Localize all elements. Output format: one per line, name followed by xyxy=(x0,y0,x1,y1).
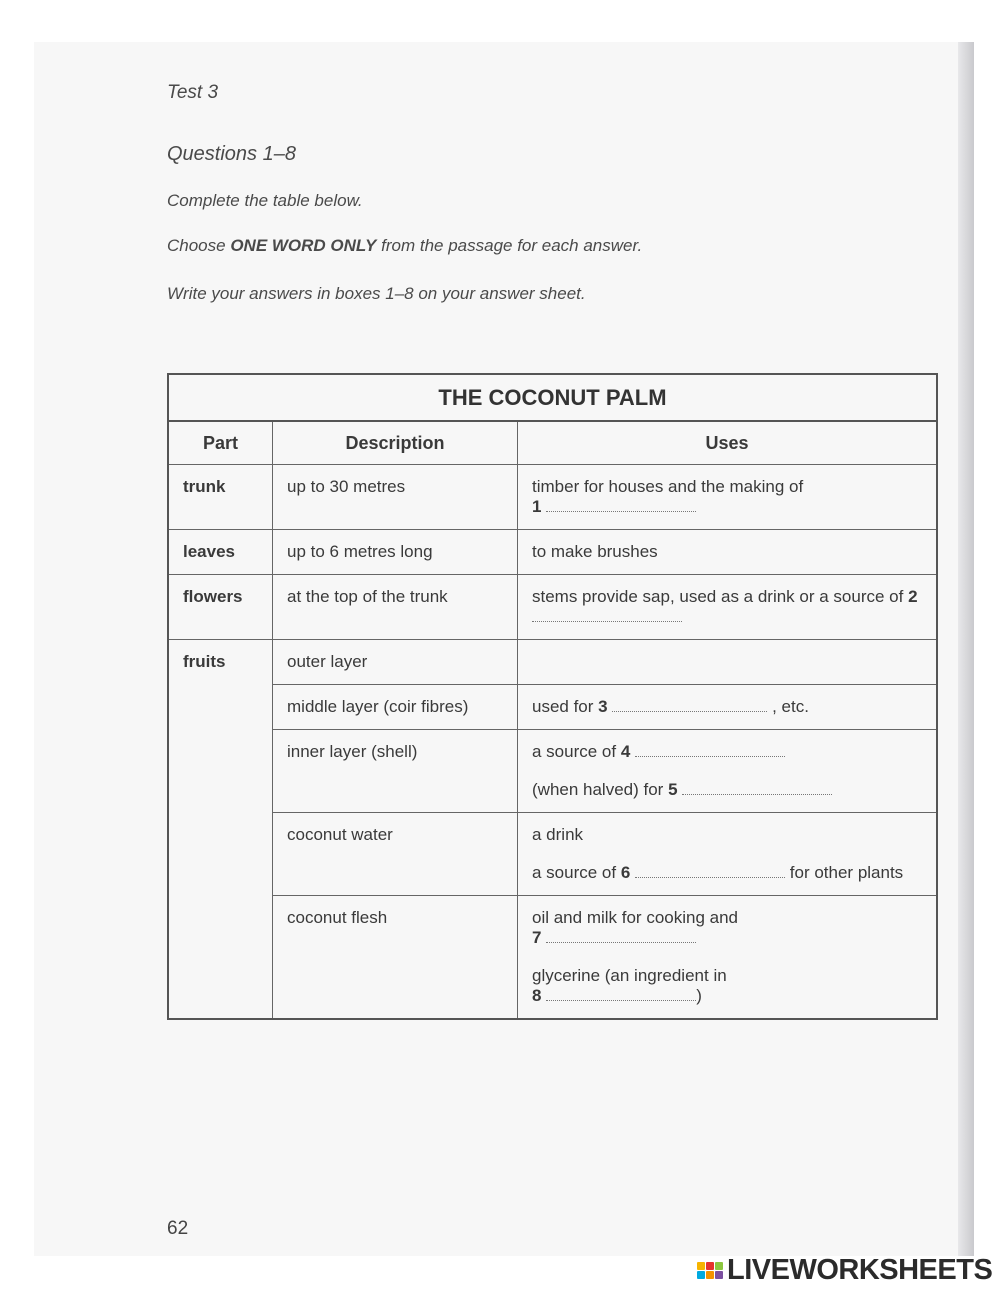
liveworksheets-logo xyxy=(697,1254,992,1287)
uses-middle-layer: used for 3 , etc. xyxy=(518,685,938,730)
table-title: THE COCONUT PALM xyxy=(168,374,937,421)
part-leaves: leaves xyxy=(168,530,273,575)
description-inner-layer: inner layer (shell) xyxy=(273,730,518,813)
answer-blank-7[interactable] xyxy=(546,930,696,943)
table-row-fruits-flesh xyxy=(168,896,937,1020)
description-trunk: up to 30 metres xyxy=(273,465,518,530)
page-edge-shadow xyxy=(958,42,974,1256)
table-row-fruits-inner xyxy=(168,730,937,813)
description-coconut-flesh: coconut flesh xyxy=(273,896,518,1020)
table-row-fruits-middle xyxy=(168,685,937,730)
column-header-part: Part xyxy=(168,421,273,465)
uses-leaves: to make brushes xyxy=(518,530,938,575)
uses-coconut-water: a drink a source of 6 for other plants xyxy=(518,813,938,896)
answer-blank-3[interactable] xyxy=(612,699,767,712)
uses-outer-layer xyxy=(518,640,938,685)
liveworksheets-grid-icon xyxy=(697,1262,723,1279)
part-flowers: flowers xyxy=(168,575,273,640)
uses-inner-layer: a source of 4 (when halved) for 5 xyxy=(518,730,938,813)
uses-coconut-flesh: oil and milk for cooking and 7 glycerine (an ingredient in 8 ) xyxy=(518,896,938,1020)
description-outer-layer: outer layer xyxy=(273,640,518,685)
instruction-write-answers: Write your answers in boxes 1–8 on your answer sheet. xyxy=(167,284,586,303)
answer-blank-8[interactable] xyxy=(546,988,696,1001)
answer-blank-6[interactable] xyxy=(635,865,785,878)
logo-square xyxy=(715,1262,723,1270)
table-row-fruits-outer xyxy=(168,640,937,685)
description-middle-layer: middle layer (coir fibres) xyxy=(273,685,518,730)
answer-blank-2[interactable] xyxy=(532,609,682,622)
coconut-palm-table xyxy=(167,373,938,1020)
questions-heading: Questions 1–8 xyxy=(167,143,296,165)
description-flowers: at the top of the trunk xyxy=(273,575,518,640)
column-header-uses: Uses xyxy=(518,421,938,465)
logo-square xyxy=(706,1262,714,1270)
answer-blank-4[interactable] xyxy=(635,744,785,757)
column-header-description: Description xyxy=(273,421,518,465)
answer-blank-1[interactable] xyxy=(546,499,696,512)
instruction-complete-table: Complete the table below. xyxy=(167,191,363,210)
page-number: 62 xyxy=(167,1218,189,1239)
instruction-choose-word: Choose ONE WORD ONLY from the passage for each answer. xyxy=(167,236,643,255)
table-row-leaves xyxy=(168,530,937,575)
uses-trunk: timber for houses and the making of 1 xyxy=(518,465,938,530)
logo-square xyxy=(715,1271,723,1279)
brand-name: LIVEWORKSHEETS xyxy=(727,1254,993,1286)
table-row-trunk xyxy=(168,465,937,530)
test-label: Test 3 xyxy=(167,82,219,103)
uses-flowers: stems provide sap, used as a drink or a source of 2 xyxy=(518,575,938,640)
logo-square xyxy=(697,1271,705,1279)
part-trunk: trunk xyxy=(168,465,273,530)
description-leaves: up to 6 metres long xyxy=(273,530,518,575)
part-fruits: fruits xyxy=(168,640,273,1020)
table-row-flowers xyxy=(168,575,937,640)
description-coconut-water: coconut water xyxy=(273,813,518,896)
logo-square xyxy=(706,1271,714,1279)
table-row-fruits-water xyxy=(168,813,937,896)
answer-blank-5[interactable] xyxy=(682,782,832,795)
logo-square xyxy=(697,1262,705,1270)
